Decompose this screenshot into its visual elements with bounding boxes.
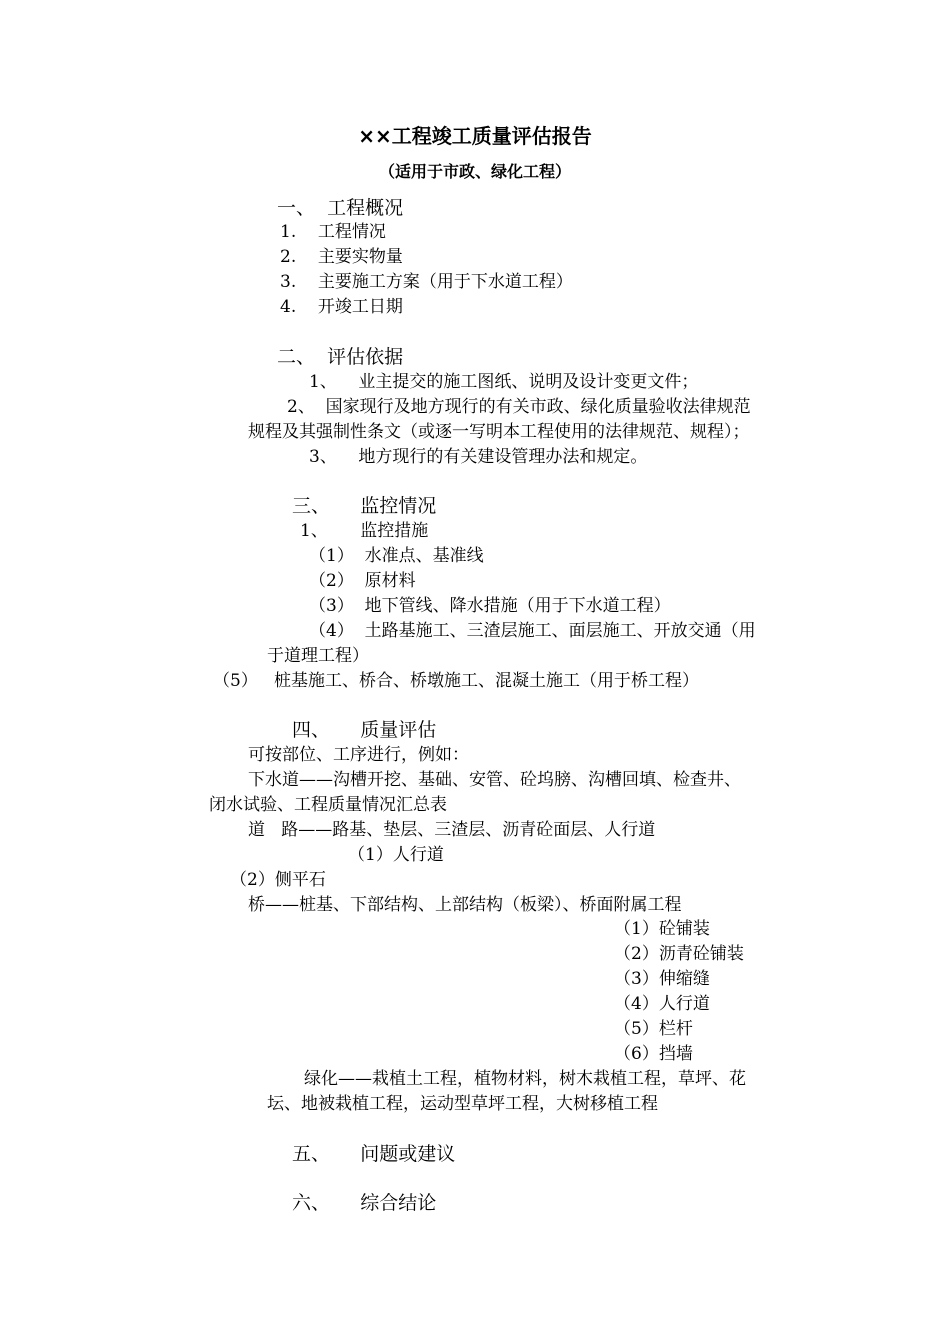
section-4-road-item-1: （1）人行道 bbox=[348, 845, 444, 865]
section-1-item-1: 1. 工程情况 bbox=[280, 222, 386, 242]
section-4-heading: 四、 质量评估 bbox=[292, 719, 437, 741]
section-3-item-5: （5） 桩基施工、桥合、桥墩施工、混凝土施工（用于桥工程） bbox=[213, 671, 700, 691]
section-4-bridge: 桥——桩基、下部结构、上部结构（板梁）、桥面附属工程 bbox=[248, 895, 682, 915]
section-2-item-3: 3、 地方现行的有关建设管理办法和规定。 bbox=[309, 447, 648, 467]
section-4-bridge-item-6: （6）挡墙 bbox=[614, 1044, 693, 1064]
section-6-heading: 六、 综合结论 bbox=[292, 1192, 437, 1214]
section-4-green-line-2: 坛、地被栽植工程，运动型草坪工程，大树移植工程 bbox=[267, 1094, 658, 1114]
section-4-bridge-item-2: （2）沥青砼铺装 bbox=[614, 944, 744, 964]
section-4-bridge-item-4: （4）人行道 bbox=[614, 994, 710, 1014]
section-1-heading: 一、 工程概况 bbox=[277, 197, 404, 219]
section-1-item-2: 2. 主要实物量 bbox=[280, 247, 403, 267]
section-2-item-1: 1、 业主提交的施工图纸、说明及设计变更文件； bbox=[309, 372, 699, 392]
section-4-green-line-1: 绿化——栽植土工程，植物材料，树木栽植工程，草坪、花 bbox=[304, 1069, 746, 1089]
section-4-bridge-item-5: （5）栏杆 bbox=[614, 1019, 693, 1039]
section-2-item-2b: 规程及其强制性条文（或逐一写明本工程使用的法律规范、规程）； bbox=[248, 422, 750, 442]
section-3-sub: 1、 监控措施 bbox=[300, 521, 429, 541]
section-3-heading: 三、 监控情况 bbox=[292, 495, 437, 517]
section-2-item-2a: 2、 国家现行及地方现行的有关市政、绿化质量验收法律规范 bbox=[287, 397, 751, 417]
section-5-heading: 五、 问题或建议 bbox=[292, 1143, 456, 1165]
section-4-road-item-2: （2）侧平石 bbox=[230, 870, 326, 890]
section-3-item-4: （4） 土路基施工、三渣层施工、面层施工、开放交通（用 bbox=[309, 621, 756, 641]
section-1-item-3: 3. 主要施工方案（用于下水道工程） bbox=[280, 272, 573, 292]
section-3-item-1: （1） 水准点、基准线 bbox=[309, 546, 484, 566]
section-4-intro: 可按部位、工序进行，例如： bbox=[248, 745, 469, 765]
section-3-item-2: （2） 原材料 bbox=[309, 571, 416, 591]
document-subtitle: （适用于市政、绿化工程） bbox=[378, 162, 571, 181]
section-3-item-3: （3） 地下管线、降水措施（用于下水道工程） bbox=[309, 596, 671, 616]
section-1-item-4: 4. 开竣工日期 bbox=[280, 297, 403, 317]
section-4-bridge-item-1: （1）砼铺装 bbox=[614, 919, 710, 939]
document-title: ××工程竣工质量评估报告 bbox=[358, 124, 592, 148]
section-4-sewer-line-1: 下水道——沟槽开挖、基础、安管、砼坞膀、沟槽回填、检查井、 bbox=[248, 770, 741, 790]
section-2-heading: 二、 评估依据 bbox=[277, 346, 404, 368]
section-4-bridge-item-3: （3）伸缩缝 bbox=[614, 969, 710, 989]
section-4-sewer-line-2: 闭水试验、工程质量情况汇总表 bbox=[209, 795, 447, 815]
section-3-item-4b: 于道理工程） bbox=[267, 646, 369, 666]
section-4-road: 道 路——路基、垫层、三渣层、沥青砼面层、人行道 bbox=[248, 820, 656, 840]
